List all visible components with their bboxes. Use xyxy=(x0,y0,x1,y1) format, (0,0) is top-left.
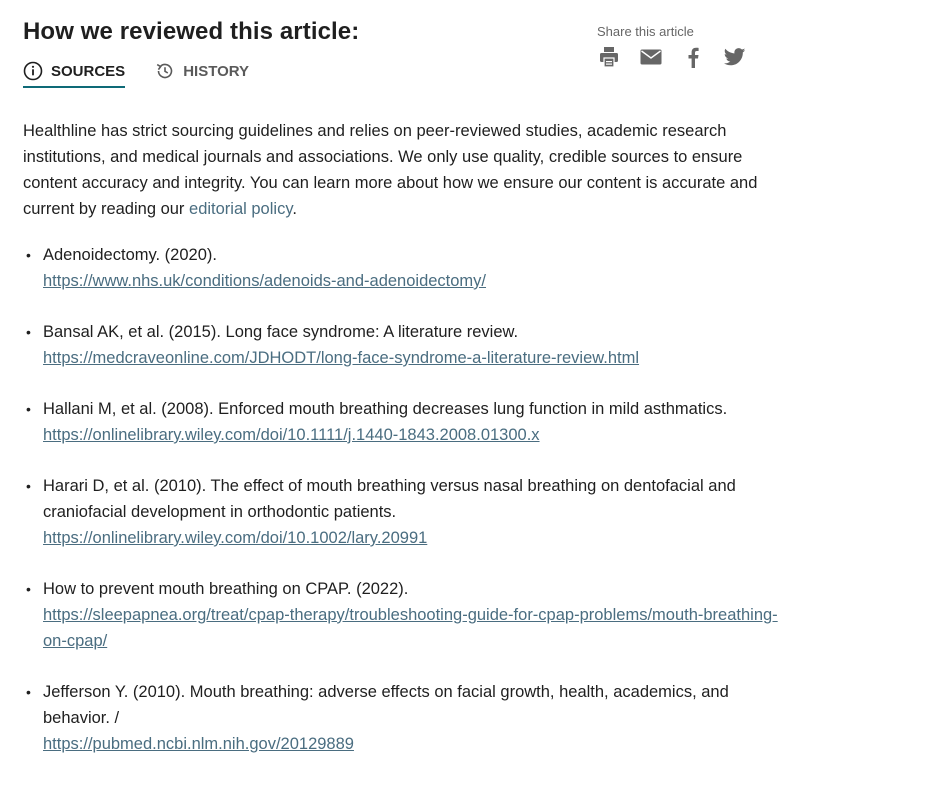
intro-text: Healthline has strict sourcing guidelines and relies on peer-reviewed studies, academic research institutions, and medical journals and associations. We only use quality, credible sources to ensure content accuracy and integrity. You can learn more about how we ensure our content is accurate and current by reading our xyxy=(23,122,758,218)
source-citation: Jefferson Y. (2010). Mouth breathing: adverse effects on facial growth, health, academics, and behavior. / xyxy=(43,683,729,727)
bullet-icon: • xyxy=(26,478,31,494)
source-citation: How to prevent mouth breathing on CPAP. (2022). xyxy=(43,580,409,598)
email-icon[interactable] xyxy=(639,46,662,68)
history-icon xyxy=(155,61,175,81)
source-citation: Hallani M, et al. (2008). Enforced mouth breathing decreases lung function in mild asthmatics. xyxy=(43,400,728,418)
source-link[interactable]: https://sleepapnea.org/treat/cpap-therapy/troubleshooting-guide-for-cpap-problems/mouth-breathing-on-cpap/ xyxy=(43,606,778,650)
source-item xyxy=(23,576,783,654)
source-link[interactable]: https://pubmed.ncbi.nlm.nih.gov/20129889 xyxy=(43,735,354,753)
source-citation: Bansal AK, et al. (2015). Long face syndrome: A literature review. xyxy=(43,323,519,341)
source-link[interactable]: https://medcraveonline.com/JDHODT/long-face-syndrome-a-literature-review.html xyxy=(43,349,640,367)
bullet-icon: • xyxy=(26,684,31,700)
twitter-icon[interactable] xyxy=(723,46,746,68)
tab-history-label: HISTORY xyxy=(183,62,250,80)
print-icon[interactable] xyxy=(597,46,620,68)
bullet-icon: • xyxy=(26,401,31,417)
sources-list xyxy=(23,242,783,782)
editorial-policy-link[interactable]: editorial policy xyxy=(189,200,293,218)
source-item xyxy=(23,679,783,757)
source-item xyxy=(23,396,783,448)
intro-paragraph xyxy=(23,118,763,222)
source-citation: Adenoidectomy. (2020). xyxy=(43,246,217,264)
bullet-icon: • xyxy=(26,324,31,340)
tab-sources-label: SOURCES xyxy=(51,62,126,80)
tab-history[interactable] xyxy=(155,58,249,86)
bullet-icon: • xyxy=(26,247,31,263)
source-link[interactable]: https://onlinelibrary.wiley.com/doi/10.1111/j.1440-1843.2008.01300.x xyxy=(43,426,540,444)
source-citation: Harari D, et al. (2010). The effect of mouth breathing versus nasal breathing on dentofacial and craniofacial development in orthodontic patients. xyxy=(43,477,736,521)
intro-suffix: . xyxy=(292,200,297,218)
source-link[interactable]: https://onlinelibrary.wiley.com/doi/10.1002/lary.20991 xyxy=(43,529,428,547)
share-section xyxy=(597,24,746,68)
source-item xyxy=(23,242,783,294)
facebook-icon[interactable] xyxy=(681,46,704,68)
source-item xyxy=(23,473,783,551)
share-label: Share this article xyxy=(597,24,694,39)
page-title: How we reviewed this article: xyxy=(23,18,360,45)
bullet-icon: • xyxy=(26,581,31,597)
tab-sources[interactable] xyxy=(23,58,125,88)
share-icons xyxy=(597,46,746,68)
review-tabs xyxy=(23,58,249,88)
info-icon xyxy=(23,61,43,81)
source-link[interactable]: https://www.nhs.uk/conditions/adenoids-and-adenoidectomy/ xyxy=(43,272,487,290)
source-item xyxy=(23,319,783,371)
